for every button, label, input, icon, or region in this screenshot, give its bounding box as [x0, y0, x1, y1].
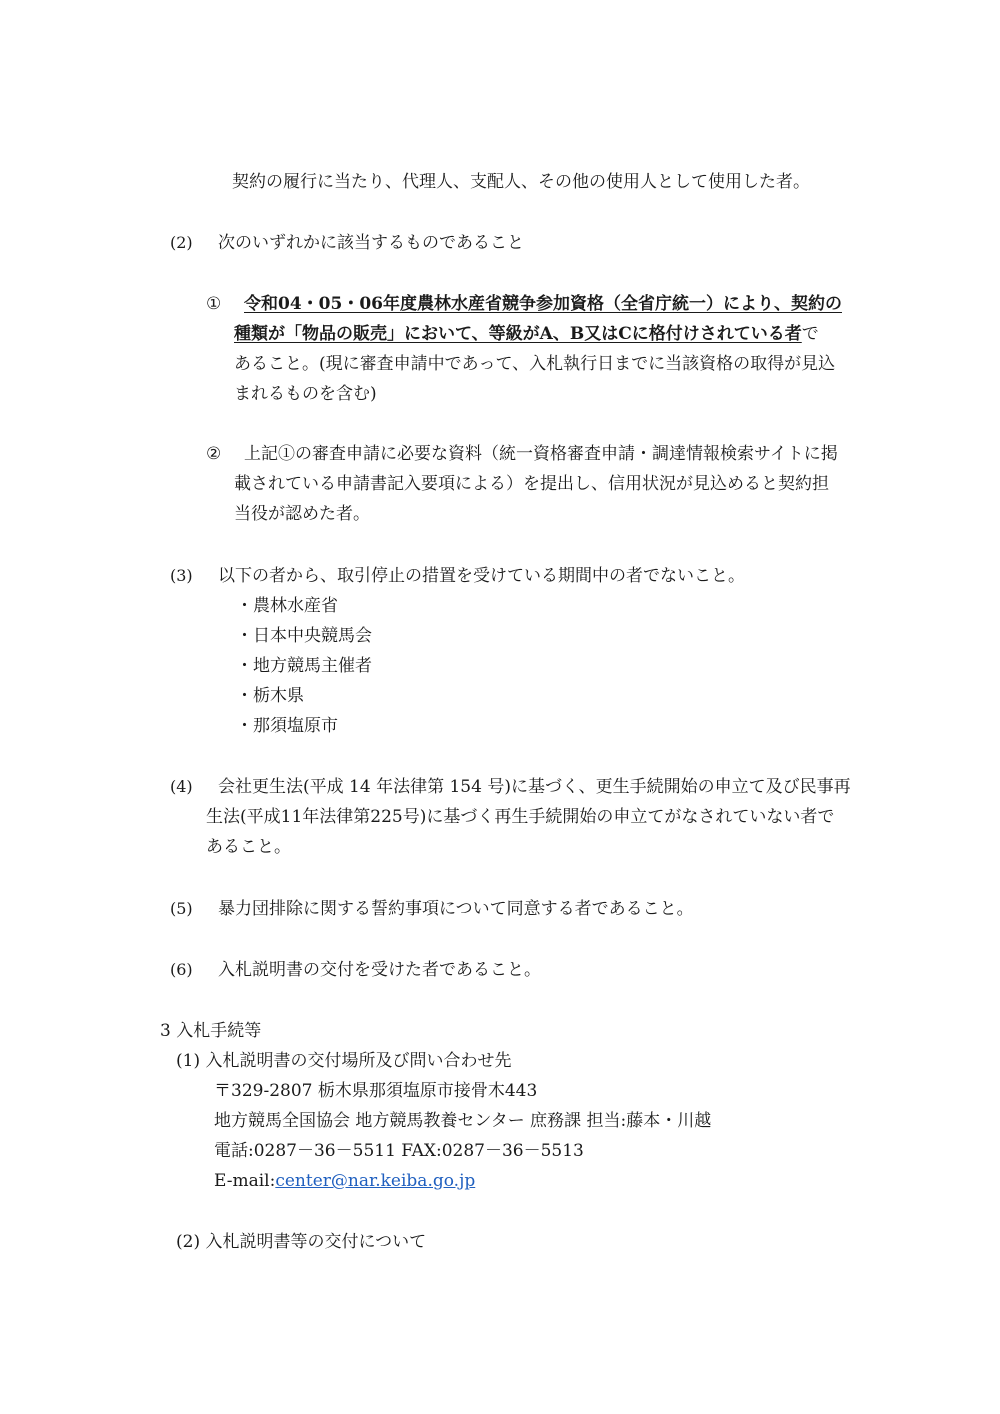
intro-line: 契約の履行に当たり、代理人、支配人、その他の使用人として使用した者。	[232, 172, 810, 192]
item-2-sub2-line1: 上記①の審査申請に必要な資料（統一資格審査申請・調達情報検索サイトに掲	[244, 444, 838, 464]
item-5-number: (5)	[170, 899, 193, 918]
email-label: E-mail:	[214, 1171, 276, 1191]
item-2-number: (2)	[170, 233, 193, 252]
item-4-number: (4)	[170, 777, 193, 796]
section-3-heading: 3 入札手続等	[160, 1021, 262, 1041]
item-3-number: (3)	[170, 566, 193, 585]
item-2-sub2-line2: 載されている申請書記入要項による）を提出し、信用状況が見込めると契約担	[234, 474, 829, 494]
item-5-text: 暴力団排除に関する誓約事項について同意する者であること。	[218, 899, 694, 919]
item-2-sub1-mark: ①	[206, 294, 222, 314]
item-4-line3: あること。	[206, 837, 291, 857]
item-6-number: (6)	[170, 960, 193, 979]
item-2-sub1-line2	[234, 323, 819, 345]
item-2-sub1-line2-tail: で	[801, 324, 819, 344]
item-2-sub2-line3: 当役が認めた者。	[234, 504, 370, 524]
item-6-text: 入札説明書の交付を受けた者であること。	[218, 960, 541, 980]
item-2-sub1-line2-underlined: 種類が「物品の販売」において、等級がA、B又はCに格付けされている者	[234, 324, 802, 344]
item-2-sub1-line1: 令和04・05・06年度農林水産省競争参加資格（全省庁統一）により、契約の	[244, 294, 842, 314]
email-line	[214, 1170, 475, 1192]
item-2-sub1-line4: まれるものを含む)	[234, 384, 377, 404]
organization-line: 地方競馬全国協会 地方競馬教養センター 庶務課 担当:藤本・川越	[214, 1111, 712, 1131]
item-2-sub2-mark: ②	[206, 444, 222, 464]
phone-fax-line: 電話:0287－36－5511 FAX:0287－36－5513	[214, 1141, 584, 1161]
item-4-line1: 会社更生法(平成 14 年法律第 154 号)に基づく、更生手続開始の申立て及び民事再	[218, 777, 851, 797]
item-3-bullet: ・農林水産省	[236, 596, 338, 616]
item-3-bullet: ・那須塩原市	[236, 716, 338, 736]
item-2-sub1-line3: あること。(現に審査申請中であって、入札執行日までに当該資格の取得が見込	[234, 354, 836, 374]
email-link[interactable]: center@nar.keiba.go.jp	[275, 1171, 476, 1191]
item-4-line2: 生法(平成11年法律第225号)に基づく再生手続開始の申立てがなされていない者で	[206, 807, 835, 827]
section-3-sub1-title: (1) 入札説明書の交付場所及び問い合わせ先	[176, 1051, 512, 1071]
item-3-bullet: ・日本中央競馬会	[236, 626, 372, 646]
item-2-text: 次のいずれかに該当するものであること	[218, 233, 524, 253]
section-3-sub2-title: (2) 入札説明書等の交付について	[176, 1232, 427, 1252]
item-3-bullet: ・栃木県	[236, 686, 304, 706]
item-3-bullet: ・地方競馬主催者	[236, 656, 372, 676]
address-line: 〒329-2807 栃木県那須塩原市接骨木443	[214, 1081, 538, 1101]
item-3-text: 以下の者から、取引停止の措置を受けている期間中の者でないこと。	[218, 566, 745, 586]
